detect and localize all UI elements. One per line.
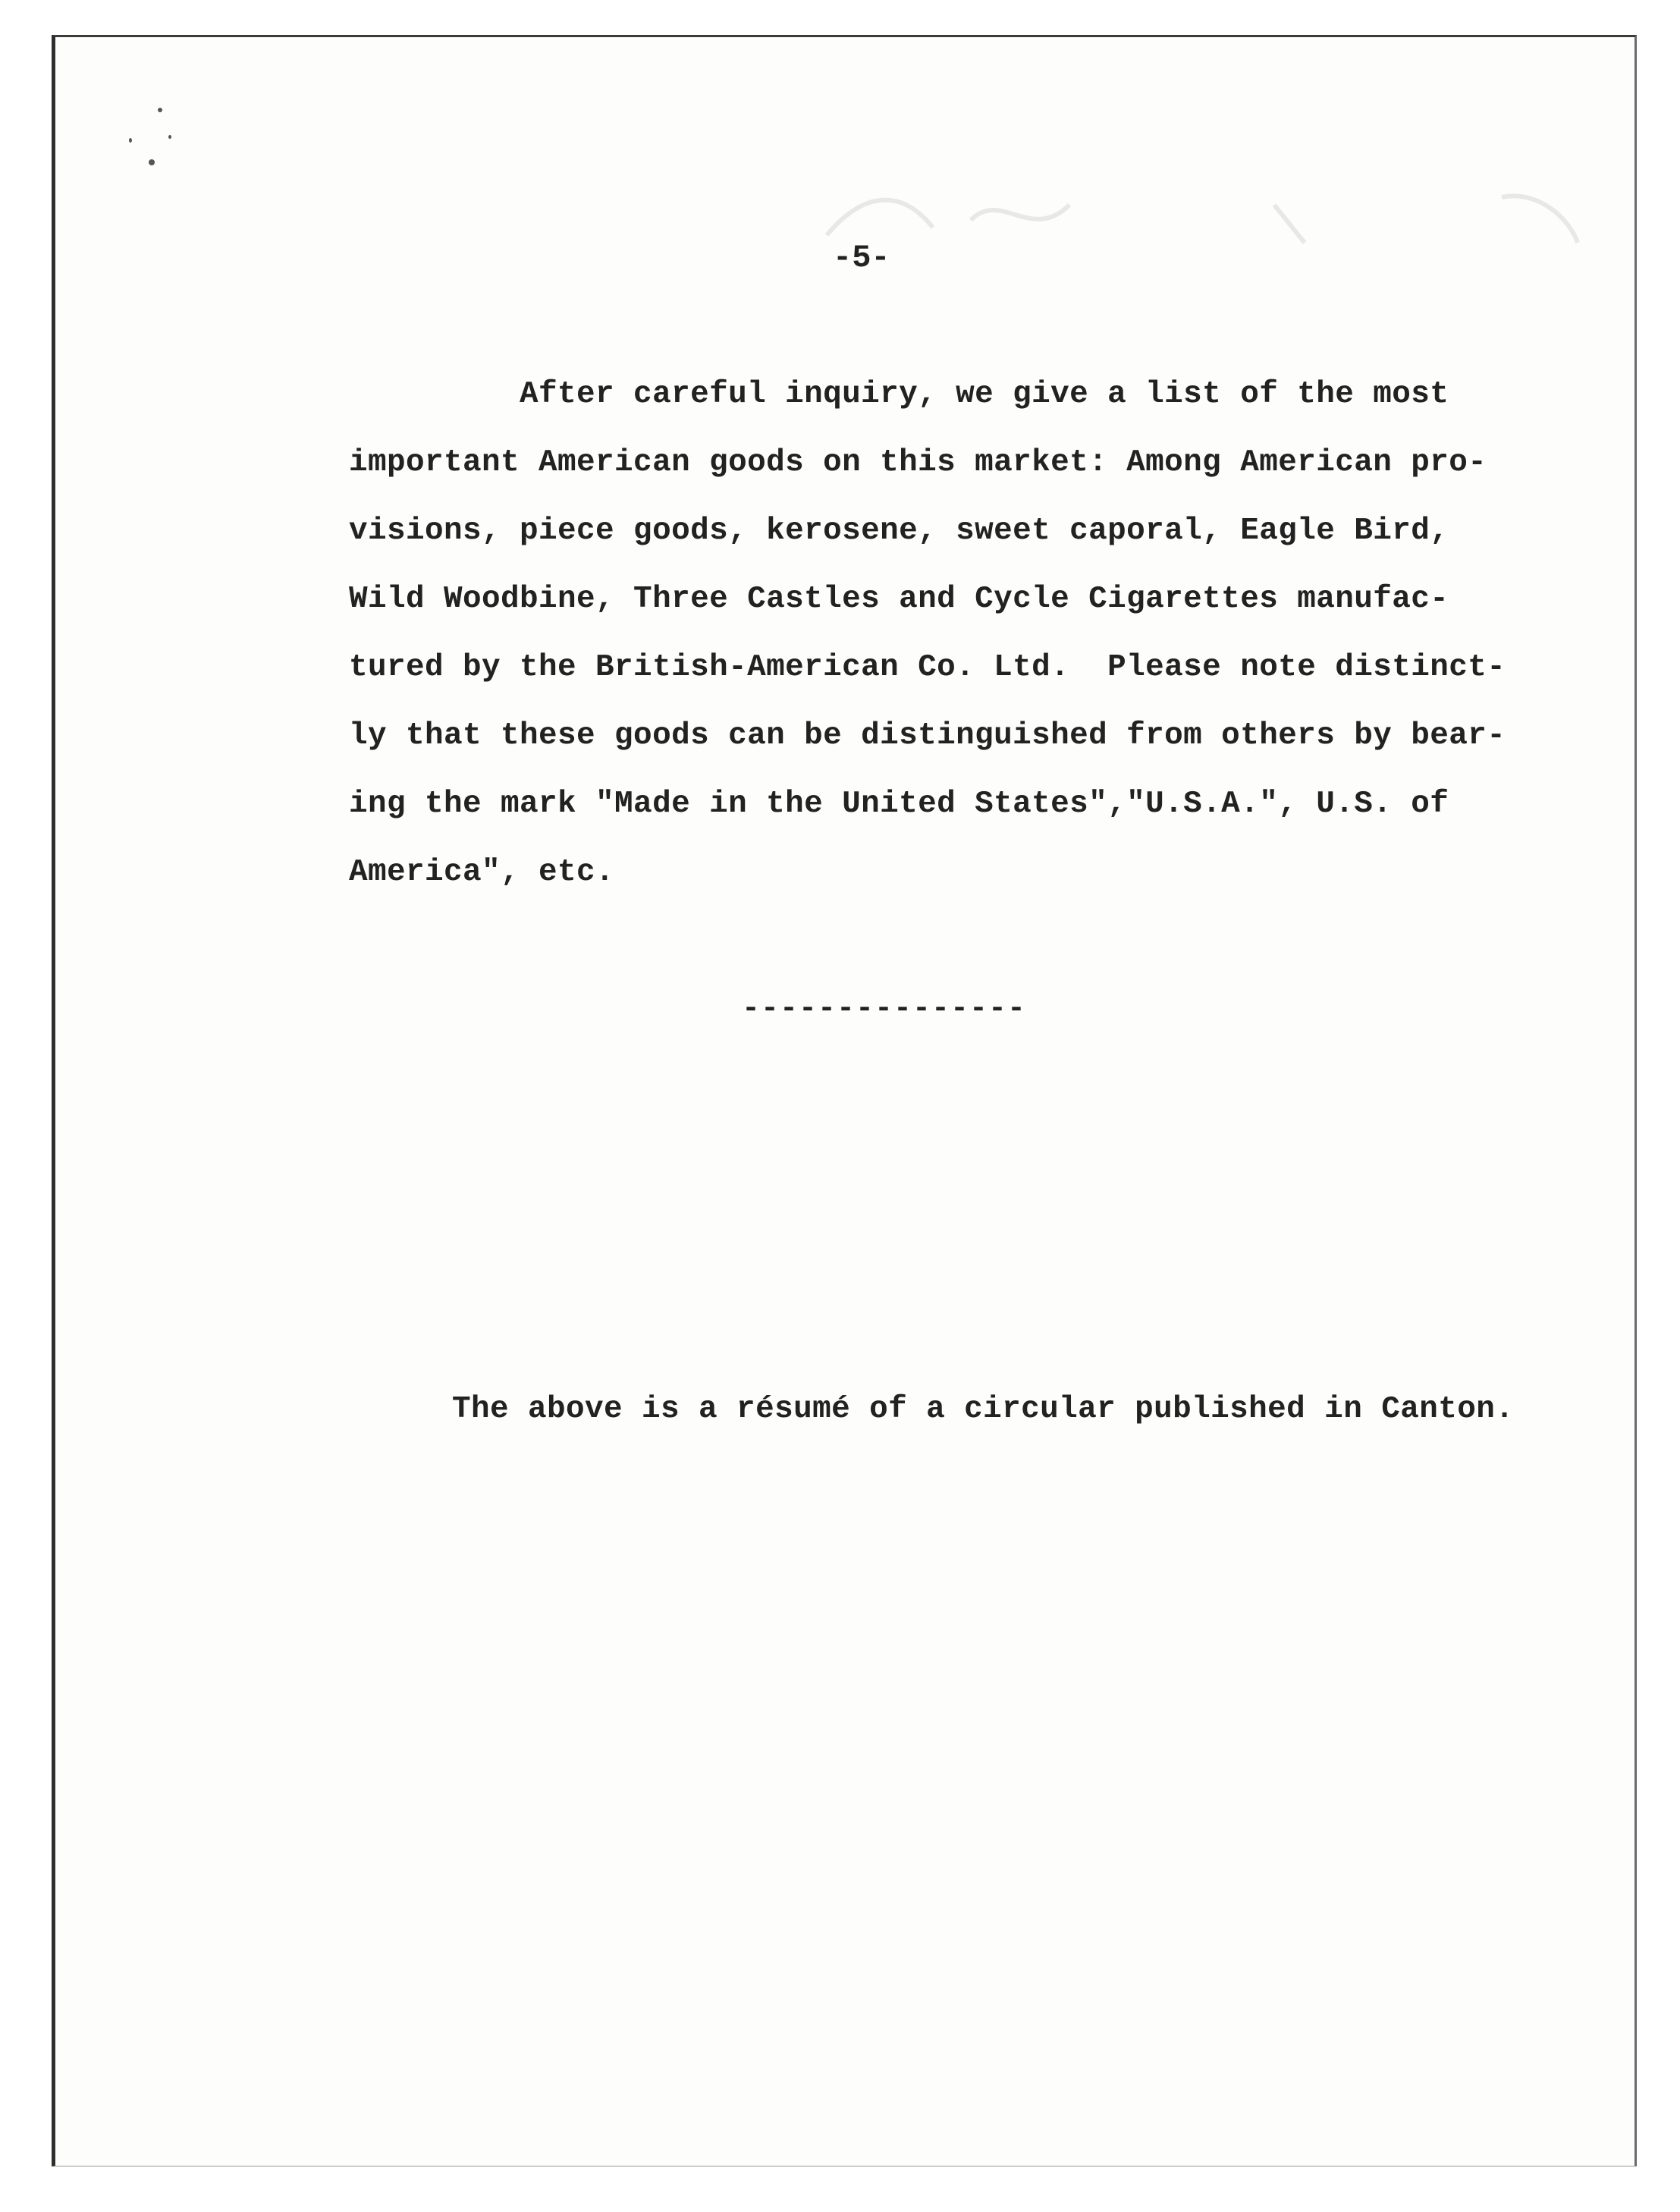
margin-smudge (129, 138, 132, 143)
body-line: important American goods on this market: Among American pro- (349, 445, 1487, 480)
faint-handwritten-mark (819, 174, 1593, 258)
body-line: Wild Woodbine, Three Castles and Cycle Cigarettes manufac- (349, 582, 1449, 617)
margin-smudge (168, 135, 171, 139)
body-line: ly that these goods can be distinguished from others by bear- (349, 718, 1506, 753)
page-number: -5- (833, 240, 890, 276)
footer-note: The above is a résumé of a circular published in Canton. (452, 1392, 1515, 1427)
body-line: ing the mark "Made in the United States","U.S.A.", U.S. of (349, 787, 1449, 822)
body-line: tured by the British-American Co. Ltd. Please note distinct- (349, 650, 1506, 685)
body-line: visions, piece goods, kerosene, sweet caporal, Eagle Bird, (349, 514, 1449, 548)
margin-smudge (158, 108, 162, 112)
margin-smudge (149, 159, 155, 165)
separator-rule: --------------- (742, 992, 1027, 1026)
body-line: After careful inquiry, we give a list of the most (349, 377, 1449, 412)
paper-sheet (52, 35, 1637, 2166)
body-line: America", etc. (349, 855, 615, 890)
